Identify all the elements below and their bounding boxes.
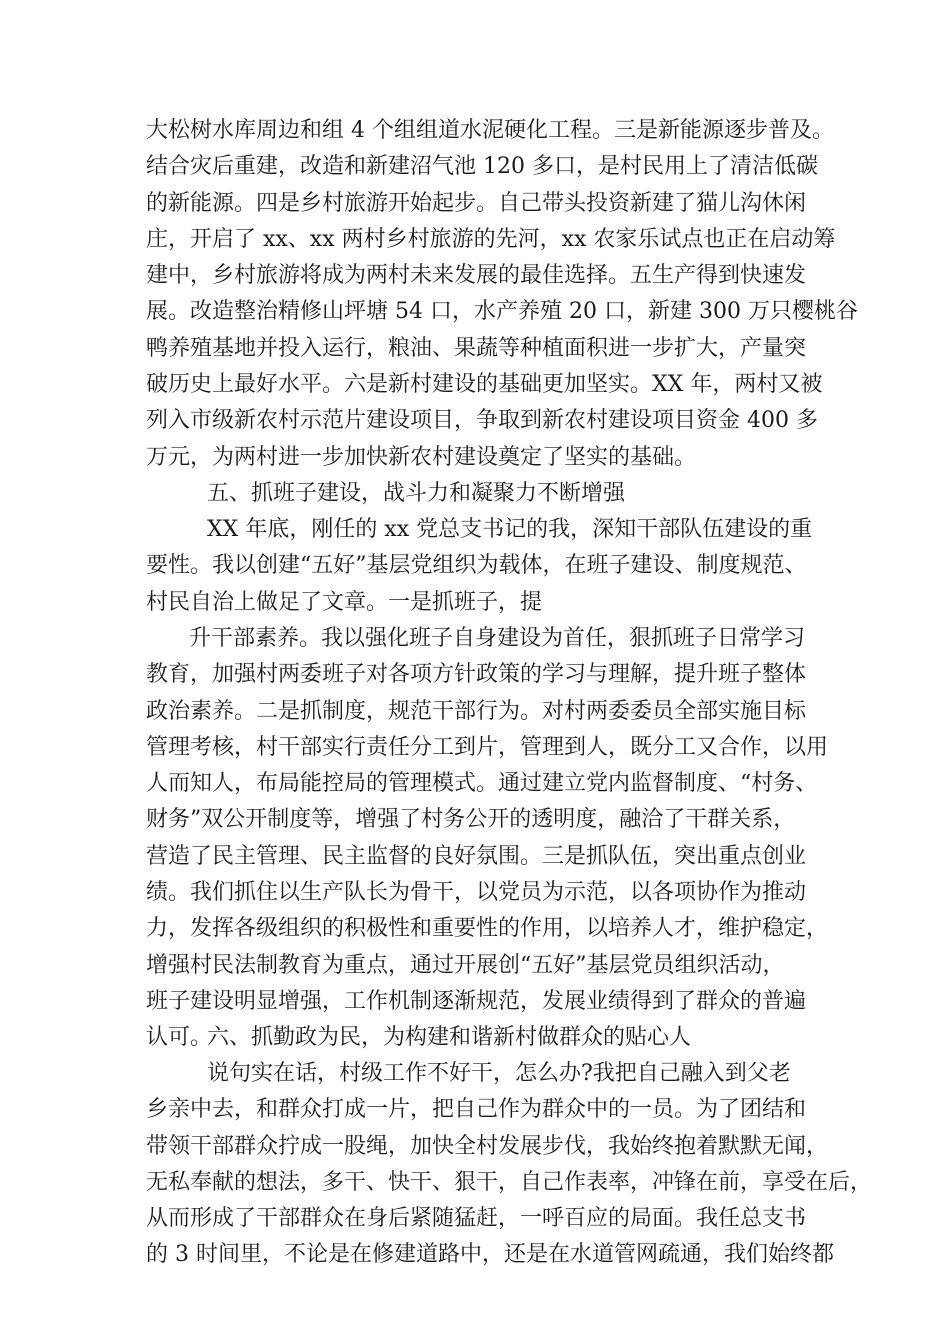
text-line: 人而知人，布局能控局的管理模式。通过建立党内监督制度、“村务、 <box>146 771 818 797</box>
text-line: 力，发挥各级组织的积极性和重要性的作用，以培养人才，维护稳定， <box>146 916 829 942</box>
text-line: 结合灾后重建，改造和新建沼气池 120 多口，是村民用上了清洁低碳 <box>146 154 818 180</box>
text-line: 的新能源。四是乡村旅游开始起步。自己带头投资新建了猫儿沟休闲 <box>146 190 807 216</box>
text-line: 管理考核，村干部实行责任分工到片，管理到人，既分工又合作，以用 <box>146 734 829 760</box>
section-heading-text: 六、抓勤政为民，为构建和谐新村做群众的贴心人 <box>207 1025 692 1050</box>
text-line: 无私奉献的想法，多干、快干、狠干，自己作表率，冲锋在前，享受在后， <box>146 1169 873 1195</box>
text-line: 鸭养殖基地并投入运行，粮油、果蔬等种植面积进一步扩大，产量突 <box>146 335 807 361</box>
text-line: 展。改造整治精修山坪塘 54 口，水产养殖 20 口，新建 300 万只樱桃谷 <box>146 299 858 325</box>
text-line: 绩。我们抓住以生产队长为骨干，以党员为示范，以各项协作为推动 <box>146 880 807 906</box>
text-line: 要性。我以创建“五好”基层党组织为载体，在班子建设、制度规范、 <box>146 553 807 579</box>
paragraph-serving-people <box>146 1056 873 1274</box>
text-line: 村民自治上做足了文章。一是抓班子，提 <box>146 589 543 615</box>
text-line: 认可。 <box>146 1025 213 1051</box>
paragraph-achievements <box>146 113 858 476</box>
paragraph-team-building <box>146 512 826 621</box>
text-line: 财务”双公开制度等，增强了村务公开的透明度，融洽了干群关系， <box>146 807 796 833</box>
text-line: 教育，加强村两委班子对各项方针政策的学习与理解，提升班子整体 <box>146 662 807 688</box>
section-heading-text: 五、抓班子建设，战斗力和凝聚力不断增强 <box>207 481 626 506</box>
text-line: 的 3 时间里，不论是在修建道路中，还是在水道管网疏通，我们始终都 <box>146 1242 834 1268</box>
text-line: 说句实在话，村级工作不好干，怎么办?我把自己融入到父老 <box>207 1061 791 1086</box>
text-line: 列入市级新农村示范片建设项目，争取到新农村建设项目资金 400 多 <box>146 408 818 434</box>
text-line: 破历史上最好水平。六是新村建设的基础更加坚实。XX 年，两村又被 <box>146 372 823 398</box>
text-line: 从而形成了干部群众在身后紧随猛赶，一呼百应的局面。我任总支书 <box>146 1206 807 1232</box>
text-line: 万元，为两村进一步加快新农村建设奠定了坚实的基础。 <box>146 444 697 470</box>
section-heading-6 <box>146 1020 887 1056</box>
text-line: 升干部素养。我以强化班子自身建设为首任，狠抓班子日常学习 <box>189 626 806 651</box>
text-line: 乡亲中去，和群众打成一片，把自己作为群众中的一员。为了团结和 <box>146 1097 807 1123</box>
text-line: 营造了民主管理、民主监督的良好氛围。三是抓队伍，突出重点创业 <box>146 843 807 869</box>
text-line: 庄，开启了 xx、xx 两村乡村旅游的先河，xx 农家乐试点也正在启动筹 <box>146 226 836 252</box>
text-line: 政治素养。二是抓制度，规范干部行为。对村两委委员全部实施目标 <box>146 698 807 724</box>
text-line: 大松树水库周边和组 4 个组组道水泥硬化工程。三是新能源逐步普及。 <box>146 118 834 143</box>
text-line: XX 年底，刚任的 xx 党总支书记的我，深知干部队伍建设的重 <box>207 517 813 542</box>
text-line: 增强村民法制教育为重点，通过开展创“五好”基层党员组织活动， <box>146 952 785 978</box>
section-heading-5 <box>146 476 887 512</box>
text-line: 建中，乡村旅游将成为两村未来发展的最佳选择。五生产得到快速发 <box>146 263 807 289</box>
text-line: 带领干部群众拧成一股绳，加快全村发展步伐，我始终抱着默默无闻， <box>146 1133 829 1159</box>
paragraph-team-building-continued <box>146 621 829 1057</box>
text-line: 班子建设明显增强，工作机制逐渐规范，发展业绩得到了群众的普遍 <box>146 988 807 1014</box>
